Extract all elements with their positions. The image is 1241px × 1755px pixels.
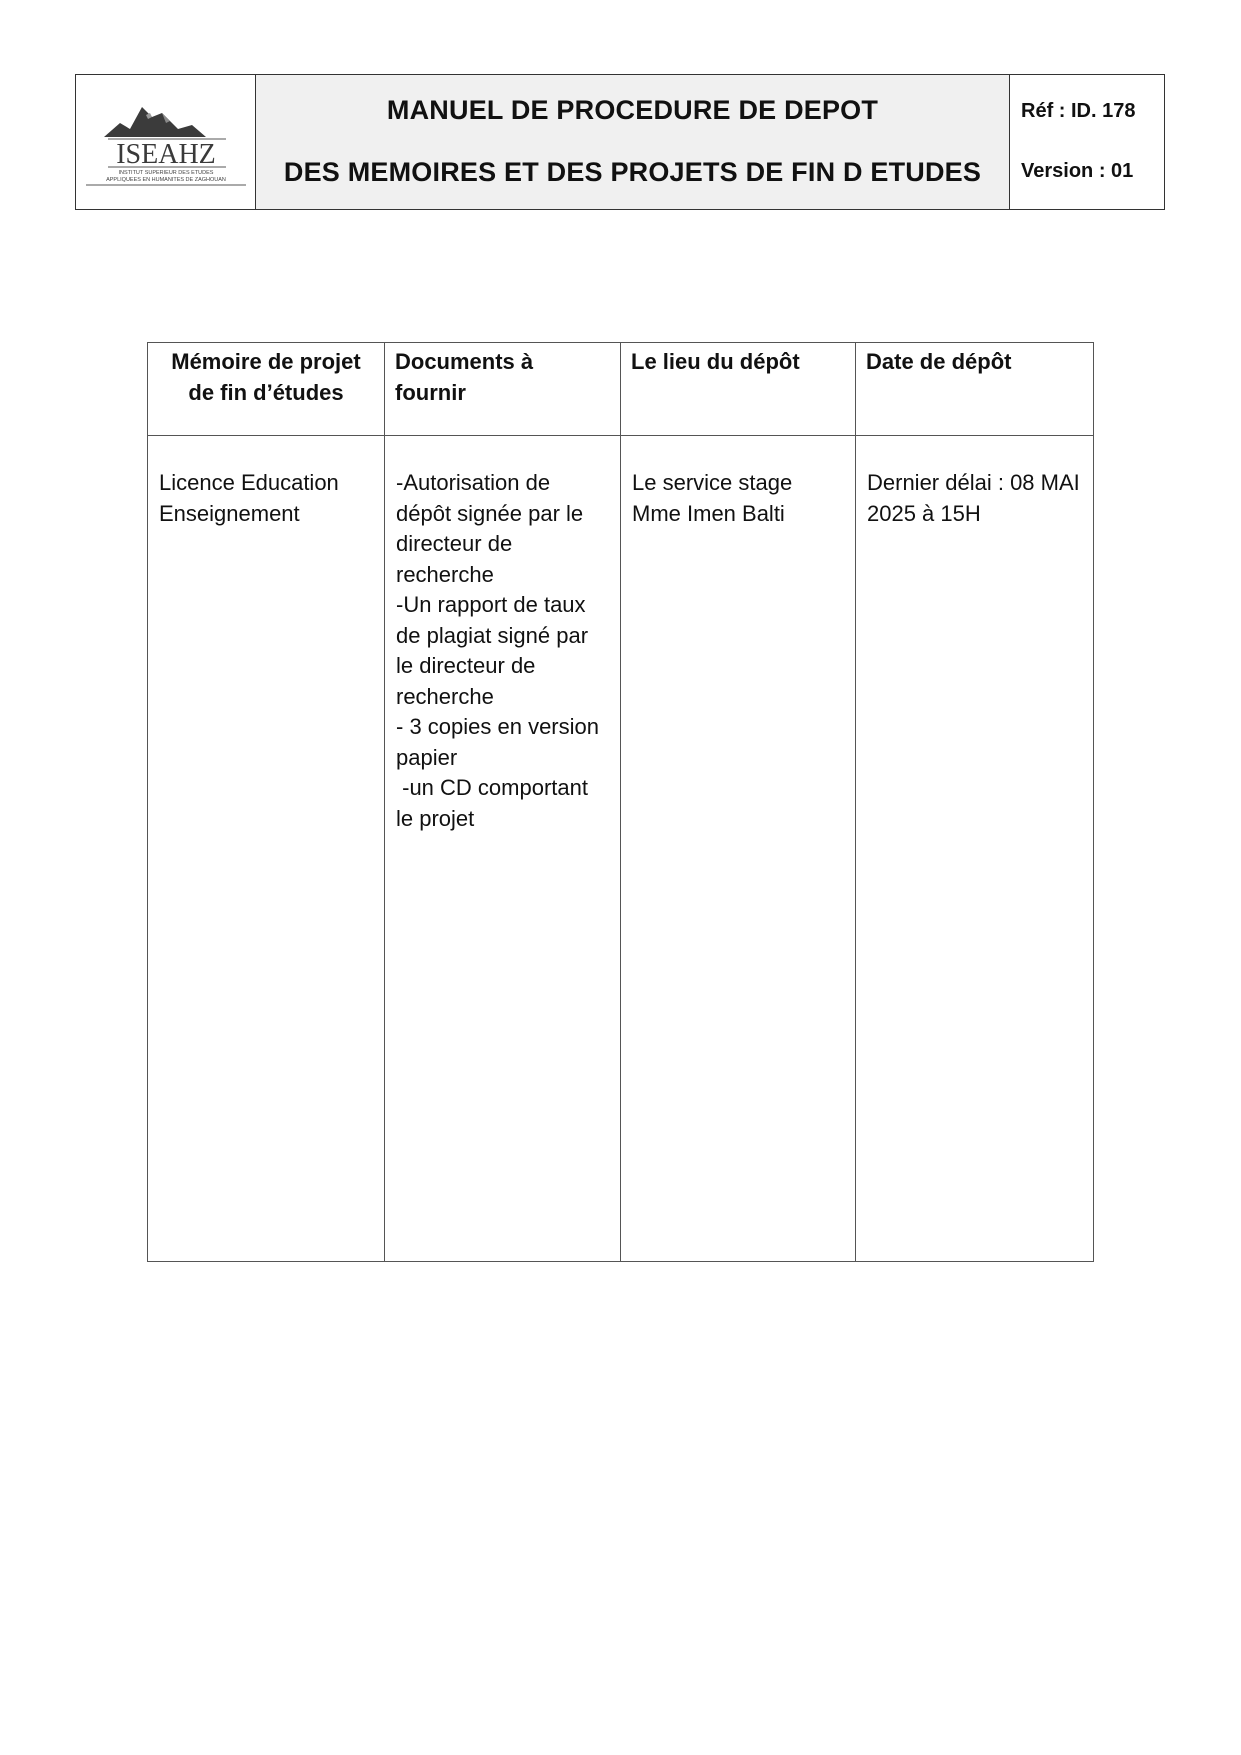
logo-subtitle-1: INSTITUT SUPERIEUR DES ETUDES: [118, 170, 213, 176]
title-cell: [256, 75, 1010, 209]
location-line: Le service stage: [632, 470, 793, 495]
column-header-location: Le lieu du dépôt: [621, 343, 856, 436]
mountain-icon: [104, 107, 206, 137]
document-title-line-1: MANUEL DE PROCEDURE DE DEPOT: [386, 94, 879, 125]
version-number: Version : 01: [1021, 159, 1134, 182]
table-row: [148, 436, 1094, 1262]
document-title-line-2: DES MEMOIRES ET DES PROJETS DE FIN D ETUDES: [283, 156, 982, 187]
cell-deadline: [856, 436, 1094, 1262]
reference-cell: [1010, 75, 1164, 209]
table-header-row: [148, 343, 1094, 436]
location-line: Mme Imen Balti: [632, 500, 785, 526]
deposit-table: [147, 342, 1094, 1262]
reference-id: Réf : ID. 178: [1021, 99, 1136, 122]
document-item: -un CD comportant le projet: [396, 775, 595, 831]
column-header-documents: Documents à fournir: [385, 343, 621, 436]
program-line: Licence Education: [159, 470, 339, 495]
logo-subtitle-2: APPLIQUEES EN HUMANITES DE ZAGHOUAN: [105, 177, 226, 183]
column-header-program: Mémoire de projet de fin d’études: [148, 343, 385, 436]
program-line: Enseignement: [159, 500, 300, 526]
cell-location: [621, 436, 856, 1262]
iseahz-logo: [80, 93, 252, 191]
cell-program: [148, 436, 385, 1262]
document-item: -Un rapport de taux de plagiat signé par le directeur de recherche: [396, 592, 595, 709]
document-item: -Autorisation de dépôt signée par le directeur de recherche: [396, 470, 590, 587]
column-header-date: Date de dépôt: [856, 343, 1094, 436]
logo-name: ISEAHZ: [115, 139, 216, 170]
document-item: - 3 copies en version papier: [396, 714, 606, 770]
logo-cell: [76, 75, 256, 209]
deadline-text: Dernier délai : 08 MAI 2025 à 15H: [867, 470, 1086, 526]
document-header: [75, 74, 1165, 210]
cell-documents: [385, 436, 621, 1262]
